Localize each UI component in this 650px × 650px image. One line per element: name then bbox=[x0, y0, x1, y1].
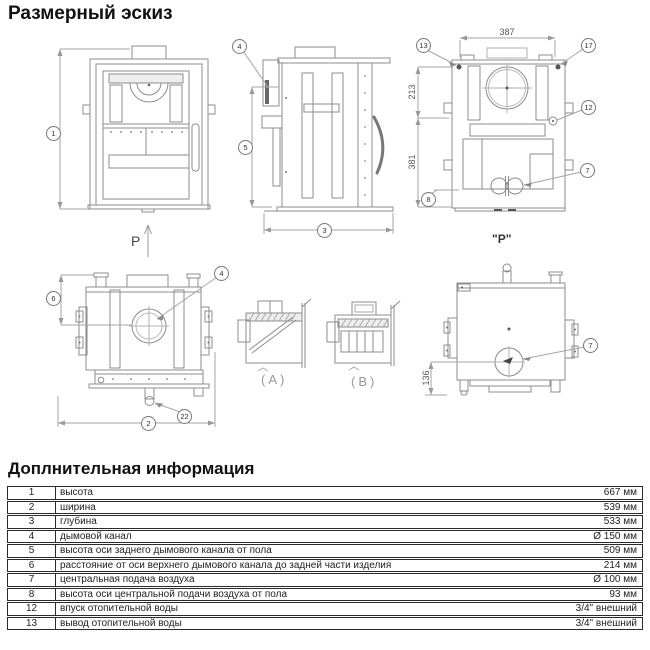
callout-rear-width: 2 bbox=[141, 416, 156, 431]
detail-b-label: (B) bbox=[351, 374, 378, 389]
row-number: 5 bbox=[8, 545, 56, 557]
row-description: вывод отопительной воды bbox=[60, 617, 182, 629]
row-description: впуск отопительной воды bbox=[60, 603, 178, 615]
table-row bbox=[7, 602, 643, 616]
spec-table bbox=[7, 486, 643, 631]
drawing-title: Размерный эскиз bbox=[8, 3, 173, 24]
table-row bbox=[7, 486, 643, 500]
detail-view-a bbox=[238, 299, 311, 371]
row-number: 4 bbox=[8, 531, 56, 543]
row-value: 539 мм bbox=[603, 501, 637, 513]
table-row bbox=[7, 530, 643, 544]
row-value: 509 мм bbox=[603, 545, 637, 557]
callout-rear-4: 4 bbox=[214, 266, 229, 281]
callout-top-12: 12 bbox=[581, 100, 596, 115]
table-title: Доплнительная информация bbox=[8, 459, 255, 478]
row-number: 1 bbox=[8, 487, 56, 499]
dim-bottom-offset: 136 bbox=[421, 370, 431, 386]
row-value: 3/4" внешний bbox=[575, 617, 637, 629]
callout-top-17: 17 bbox=[581, 38, 596, 53]
dim-top-rear-depth: 213 bbox=[407, 84, 417, 100]
row-description: глубина bbox=[60, 516, 97, 528]
callout-side-flue: 4 bbox=[232, 39, 247, 54]
row-value: 533 мм bbox=[603, 516, 637, 528]
callout-bottom-7: 7 bbox=[583, 338, 598, 353]
detail-a-label: (A) bbox=[261, 372, 288, 387]
row-value: 214 мм bbox=[603, 559, 637, 571]
row-number: 2 bbox=[8, 502, 56, 514]
row-number: 13 bbox=[8, 618, 56, 630]
dim-top-front-depth: 381 bbox=[407, 154, 417, 170]
rear-view bbox=[58, 273, 217, 427]
front-view bbox=[58, 46, 216, 257]
top-view-label: "P" bbox=[492, 232, 512, 246]
side-view bbox=[243, 47, 393, 234]
dim-top-width: 387 bbox=[499, 27, 515, 37]
table-row bbox=[7, 501, 643, 515]
row-number: 8 bbox=[8, 589, 56, 601]
row-number: 6 bbox=[8, 560, 56, 572]
row-number: 7 bbox=[8, 574, 56, 586]
row-value: Ø 150 мм bbox=[593, 530, 637, 542]
top-view bbox=[416, 36, 584, 212]
table-row bbox=[7, 588, 643, 602]
table-row bbox=[7, 617, 643, 631]
door-handle bbox=[374, 117, 383, 173]
row-description: центральная подача воздуха bbox=[60, 574, 195, 586]
callout-side-depth: 3 bbox=[317, 223, 332, 238]
callout-top-13: 13 bbox=[416, 38, 431, 53]
callout-rear-22: 22 bbox=[177, 409, 192, 424]
row-description: высота оси центральной подачи воздуха от пола bbox=[60, 588, 288, 600]
callout-side-height: 5 bbox=[238, 140, 253, 155]
callout-rear-6: 6 bbox=[46, 291, 61, 306]
row-value: 667 мм bbox=[603, 487, 637, 499]
table-row bbox=[7, 515, 643, 529]
view-direction-arrow bbox=[145, 225, 152, 257]
row-number: 12 bbox=[8, 603, 56, 615]
row-value: Ø 100 мм bbox=[593, 574, 637, 586]
row-description: высота оси заднего дымового канала от пола bbox=[60, 545, 272, 557]
table-row bbox=[7, 559, 643, 573]
table-row bbox=[7, 544, 643, 558]
row-value: 93 мм bbox=[609, 588, 637, 600]
detail-view-b bbox=[327, 301, 400, 370]
callout-top-8: 8 bbox=[421, 192, 436, 207]
callout-top-7: 7 bbox=[580, 163, 595, 178]
row-description: высота bbox=[60, 487, 93, 499]
row-description: расстояние от оси верхнего дымового канала до задней части изделия bbox=[60, 559, 392, 571]
bottom-view bbox=[425, 264, 584, 395]
table-row bbox=[7, 573, 643, 587]
row-value: 3/4" внешний bbox=[575, 603, 637, 615]
row-number: 3 bbox=[8, 516, 56, 528]
row-description: ширина bbox=[60, 501, 96, 513]
callout-front-height: 1 bbox=[46, 126, 61, 141]
front-view-arrow-label: P bbox=[131, 233, 141, 249]
row-description: дымовой канал bbox=[60, 530, 132, 542]
